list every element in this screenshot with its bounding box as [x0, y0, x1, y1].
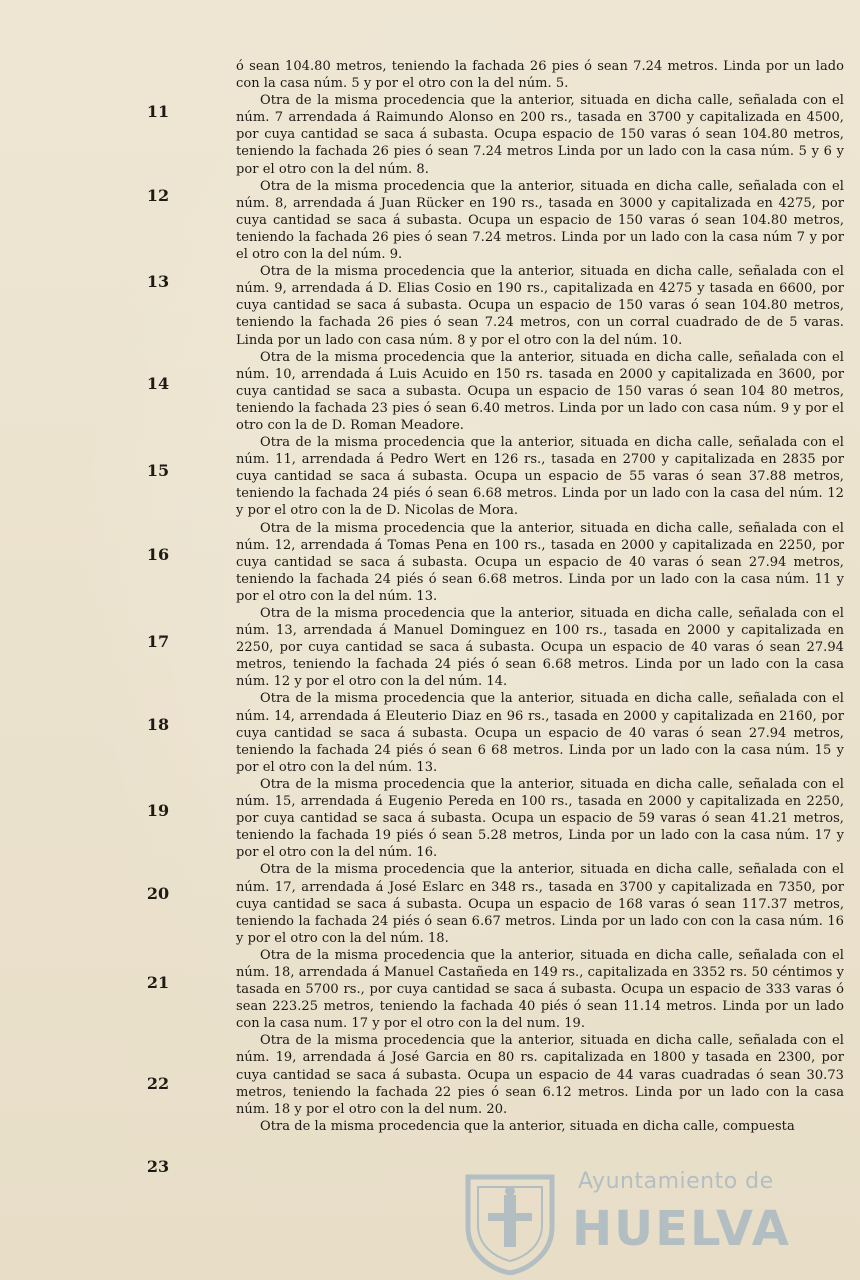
- coat-of-arms-icon: [458, 1169, 562, 1275]
- property-entry-16: Otra de la misma procedencia que la anterior, situada en dicha calle, señalada con el núm. 12, arrendada á Tomas Pena en 100 rs., tasada en 2000 y capitalizada en 2250, por cuya cantidad se saca á subasta. Ocupa un espacio de 40 varas ó sean 27.94 metros, teniendo la fachada 24 piés ó sean 6.68 metros. Linda por un lado con la casa núm. 11 y por el otro con la del núm. 13.: [236, 520, 844, 604]
- property-entry-20: Otra de la misma procedencia que la anterior, situada en dicha calle, señalada con el núm. 17, arrendada á José Eslarc en 348 rs., tasada en 3700 y capitalizada en 7350, por cuya cantidad se saca á subasta. Ocupa un espacio de 168 varas ó sean 117.37 metros, teniendo la fachada 24 piés ó sean 6.67 metros. Linda por un lado con con la casa núm. 16 y por el otro con la del núm. 18.: [236, 862, 844, 946]
- lot-number: 12: [146, 186, 170, 205]
- lot-number-column: [0, 0, 230, 1280]
- lot-number: 13: [146, 272, 170, 291]
- document-text-column: [236, 58, 844, 1178]
- lot-number: 18: [146, 715, 170, 734]
- lot-number: 21: [146, 973, 170, 992]
- lot-number: 23: [146, 1157, 170, 1176]
- lot-number: 15: [146, 461, 170, 480]
- lot-number: 14: [146, 374, 170, 393]
- paragraph-continuation: ó sean 104.80 metros, teniendo la fachada 26 pies ó sean 7.24 metros. Linda por un lado con la casa núm. 5 y por el otro con la del núm. 5.: [236, 59, 844, 92]
- lot-number: 22: [146, 1074, 170, 1093]
- property-entry-21: Otra de la misma procedencia que la anterior, situada en dicha calle, señalada con el núm. 18, arrendada á Manuel Castañeda en 149 rs., capitalizada en 3352 rs. 50 céntimos y tasada en 5700 rs., por cuya cantidad se saca á subasta. Ocupa un espacio de 333 varas ó sean 223.25 metros, teniendo la fachada 40 piés ó sean 11.14 metros. Linda por un lado con la casa num. 17 y por el otro con la del num. 19.: [236, 947, 844, 1032]
- property-entry-23: Otra de la misma procedencia que la anterior, situada en dicha calle, compuesta: [260, 1118, 795, 1134]
- property-entry-13: Otra de la misma procedencia que la anterior, situada en dicha calle, señalada con el núm. 9, arrendada á D. Elias Cosio en 190 rs., capitalizada en 4275 y tasada en 6600, por cuya cantidad se saca á subasta. Ocupa un espacio de 150 varas ó sean 104.80 metros, teniendo la fachada 26 pies ó sean 7.24 metros, con un corral cuadrado de de 5 varas. Linda por un lado con casa núm. 8 y por el otro con la del núm. 10.: [236, 264, 844, 348]
- watermark: [458, 1165, 818, 1275]
- property-entry-22: Otra de la misma procedencia que la anterior, situada en dicha calle, señalada con el núm. 19, arrendada á José Garcia en 80 rs. capitalizada en 1800 y tasada en 2300, por cuya cantidad se saca á subasta. Ocupa un espacio de 44 varas cuadradas ó sean 30.73 metros, teniendo la fachada 22 pies ó sean 6.12 metros. Linda por un lado con la casa núm. 18 y por el otro con la del num. 20.: [236, 1033, 844, 1117]
- property-entry-14: Otra de la misma procedencia que la anterior, situada en dicha calle, señalada con el núm. 10, arrendada á Luis Acuido en 150 rs. tasada en 2000 y capitalizada en 3600, por cuya cantidad se saca a subasta. Ocupa un espacio de 150 varas ó sean 104 80 metros, teniendo la fachada 23 pies ó sean 6.40 metros. Linda por un lado con casa núm. 9 y por el otro con la de D. Roman Meadore.: [236, 349, 844, 433]
- watermark-city: HUELVA: [572, 1201, 791, 1257]
- property-entry-19: Otra de la misma procedencia que la anterior, situada en dicha calle, señalada con el núm. 15, arrendada á Eugenio Pereda en 100 rs., tasada en 2000 y capitalizada en 2250, por cuya cantidad se saca á subasta. Ocupa un espacio de 59 varas ó sean 41.21 metros, teniendo la fachada 19 piés ó sean 5.28 metros, Linda por un lado con la casa núm. 17 y por el otro con la del núm. 16.: [236, 776, 844, 861]
- lot-number: 20: [146, 884, 170, 903]
- lot-number: 16: [146, 545, 170, 564]
- property-entry-18: Otra de la misma procedencia que la anterior, situada en dicha calle, señalada con el núm. 14, arrendada á Eleuterio Diaz en 96 rs., tasada en 2000 y capitalizada en 2160, por cuya cantidad se saca á subasta. Ocupa un espacio de 40 varas ó sean 27.94 metros, teniendo la fachada 24 piés ó sean 6 68 metros. Linda por un lado con la casa núm. 15 y por el otro con la del núm. 13.: [236, 691, 844, 775]
- lot-number: 11: [146, 102, 170, 121]
- property-entry-12: Otra de la misma procedencia que la anterior, situada en dicha calle, señalada con el núm. 8, arrendada á Juan Rücker en 190 rs., tasada en 3000 y capitalizada en 4275, por cuya cantidad se saca á subasta. Ocupa un espacio de 150 varas ó sean 104.80 metros, teniendo la fachada 26 pies ó sean 7.24 metros. Linda por un lado con la casa núm 7 y por el otro con la del núm. 9.: [236, 178, 844, 263]
- property-entry-15: Otra de la misma procedencia que la anterior, situada en dicha calle, señalada con el núm. 11, arrendada á Pedro Wert en 126 rs., tasada en 2700 y capitalizada en 2835 por cuya cantidad se saca á subasta. Ocupa un espacio de 55 varas ó sean 37.88 metros, teniendo la fachada 24 piés ó sean 6.68 metros. Linda por un lado con la casa del núm. 12 y por el otro con la de D. Nicolas de Mora.: [236, 435, 844, 519]
- watermark-organization: Ayuntamiento de: [578, 1169, 774, 1194]
- property-entry-11: Otra de la misma procedencia que la anterior, situada en dicha calle, señalada con el núm. 7 arrendada á Raimundo Alonso en 200 rs., tasada en 3700 y capitalizada en 4500, por cuya cantidad se saca á subasta. Ocupa espacio de 150 varas ó sean 104.80 metros, teniendo la fachada 26 pies ó sean 7.24 metros Linda por un lado con la casa núm. 5 y 6 y por el otro con la del núm. 8.: [236, 93, 844, 177]
- property-entry-17: Otra de la misma procedencia que la anterior, situada en dicha calle, señalada con el núm. 13, arrendada á Manuel Dominguez en 100 rs., tasada en 2000 y capitalizada en 2250, por cuya cantidad se saca á subasta. Ocupa un espacio de 40 varas ó sean 27.94 metros, teniendo la fachada 24 piés ó sean 6.68 metros. Linda por un lado con la casa núm. 12 y por el otro con la del núm. 14.: [236, 606, 844, 690]
- lot-number: 19: [146, 801, 170, 820]
- lot-number: 17: [146, 632, 170, 651]
